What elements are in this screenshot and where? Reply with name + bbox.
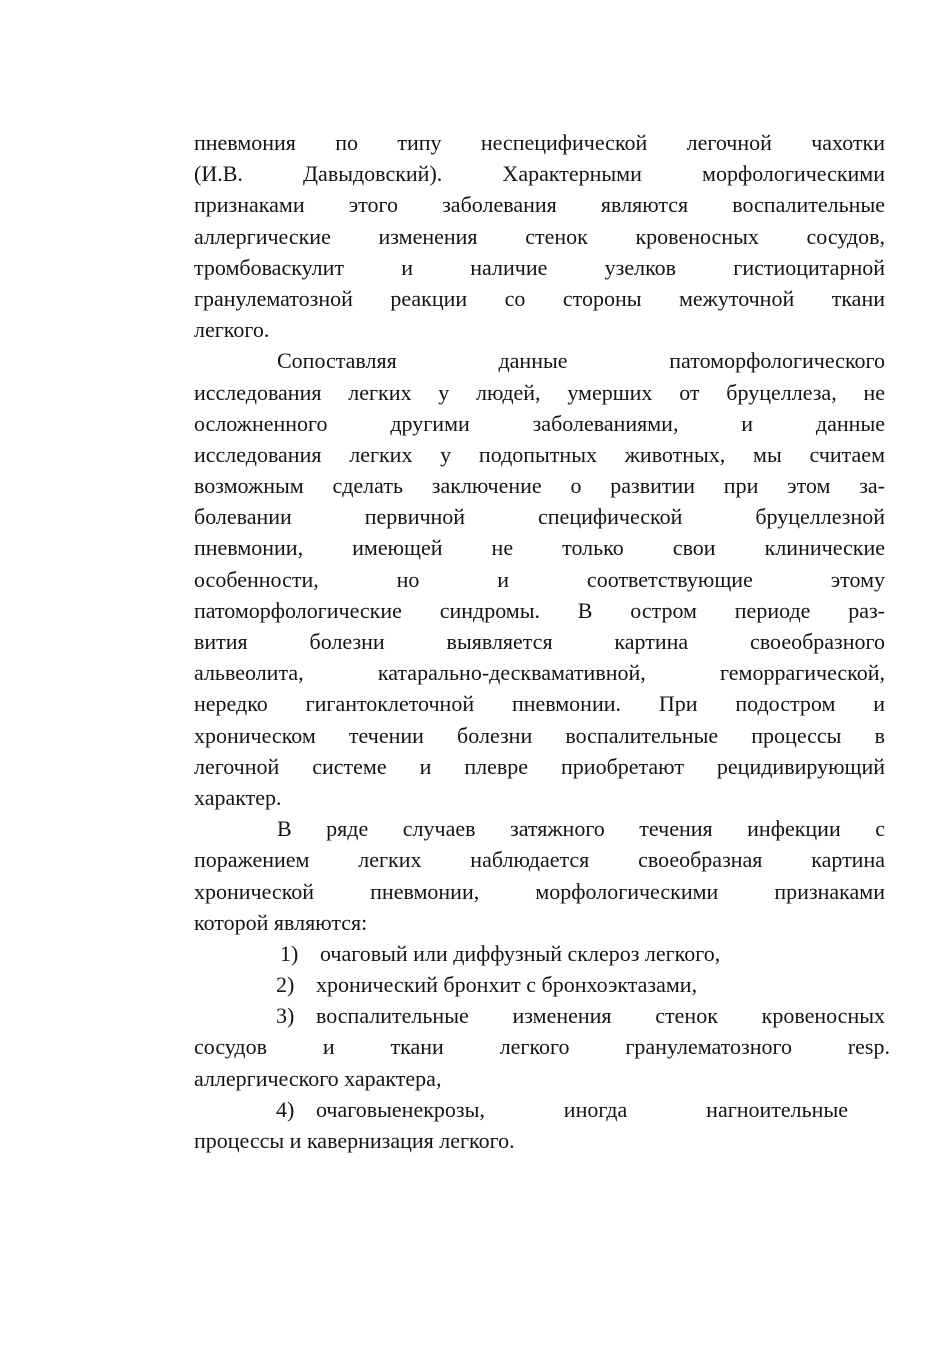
list-item-continuation: сосудов и ткани легкого гранулематозного resp. xyxy=(194,1034,890,1060)
list-item-number: 1) xyxy=(280,940,299,966)
paragraph-3 xyxy=(194,813,885,938)
text-line: пневмония по типу неспецифической легочной чахотки xyxy=(194,130,885,155)
list-item xyxy=(194,1094,848,1125)
paragraph-1 xyxy=(194,127,885,345)
text-line: Сопоставляя данные патоморфологического xyxy=(277,348,885,374)
text-line: хроническом течении болезни воспалительные процессы в xyxy=(194,722,885,748)
text-line: пневмонии, имеющей не только свои клинические xyxy=(194,535,885,561)
list-item-number: 3) xyxy=(276,1003,295,1029)
text-line: нередко гигантоклеточной пневмонии. При подостром и xyxy=(194,691,885,717)
list-item-text: воспалительные изменения стенок кровеносных xyxy=(316,1003,885,1029)
text-line: патоморфологические синдромы. В остром периоде раз- xyxy=(194,597,885,623)
text-line: исследования легких у подопытных животных, мы считаем xyxy=(194,441,885,467)
text-line: альвеолита, катарально-десквамативной, геморрагической, xyxy=(194,660,885,686)
text-line: которой являются: xyxy=(194,909,368,935)
text-line: легочной системе и плевре приобретают рецидивирующий xyxy=(194,753,885,779)
list-item-number: 2) xyxy=(276,972,295,998)
text-line: характер. xyxy=(194,784,282,810)
list-item xyxy=(194,938,885,969)
list-item-number: 4) xyxy=(276,1096,295,1122)
text-line: (И.В. Давыдовский). Характерными морфологическими xyxy=(194,161,885,187)
list-item-continuation: процессы и кавернизация легкого. xyxy=(194,1128,515,1153)
document-page xyxy=(194,127,890,1156)
paragraph-2 xyxy=(194,345,885,813)
text-line: исследования легких у людей, умерших от бруцеллеза, не xyxy=(194,379,885,405)
text-line: болевании первичной специфической бруцеллезной xyxy=(194,504,885,530)
text-line: тромбоваскулит и наличие узелков гистиоцитарной xyxy=(194,254,885,280)
text-line: гранулематозной реакции со стороны межуточной ткани xyxy=(194,285,885,311)
numbered-list xyxy=(194,938,890,1156)
list-item-text: очаговый или диффузный склероз легкого, xyxy=(320,940,721,966)
text-line: легкого. xyxy=(194,317,270,343)
list-item-text: хронический бронхит с бронхоэктазами, xyxy=(316,972,698,998)
text-line: аллергические изменения стенок кровеносных сосудов, xyxy=(194,223,885,249)
text-line: осложненного другими заболеваниями, и данные xyxy=(194,410,885,436)
list-item xyxy=(194,969,885,1000)
list-item-continuation: аллергического характера, xyxy=(194,1065,442,1091)
list-item xyxy=(194,1000,885,1031)
text-line: хронической пневмонии, морфологическими признаками xyxy=(194,878,885,904)
text-line: вития болезни выявляется картина своеобразного xyxy=(194,629,885,654)
text-line: возможным сделать заключение о развитии при этом за- xyxy=(194,473,885,499)
text-line: признаками этого заболевания являются воспалительные xyxy=(194,192,885,218)
text-line: особенности, но и соответствующие этому xyxy=(194,566,885,592)
text-line: В ряде случаев затяжного течения инфекции с xyxy=(277,816,885,842)
text-line: поражением легких наблюдается своеобразная картина xyxy=(194,847,885,873)
list-item-text: очаговыенекрозы, иногда нагноительные xyxy=(316,1096,848,1122)
